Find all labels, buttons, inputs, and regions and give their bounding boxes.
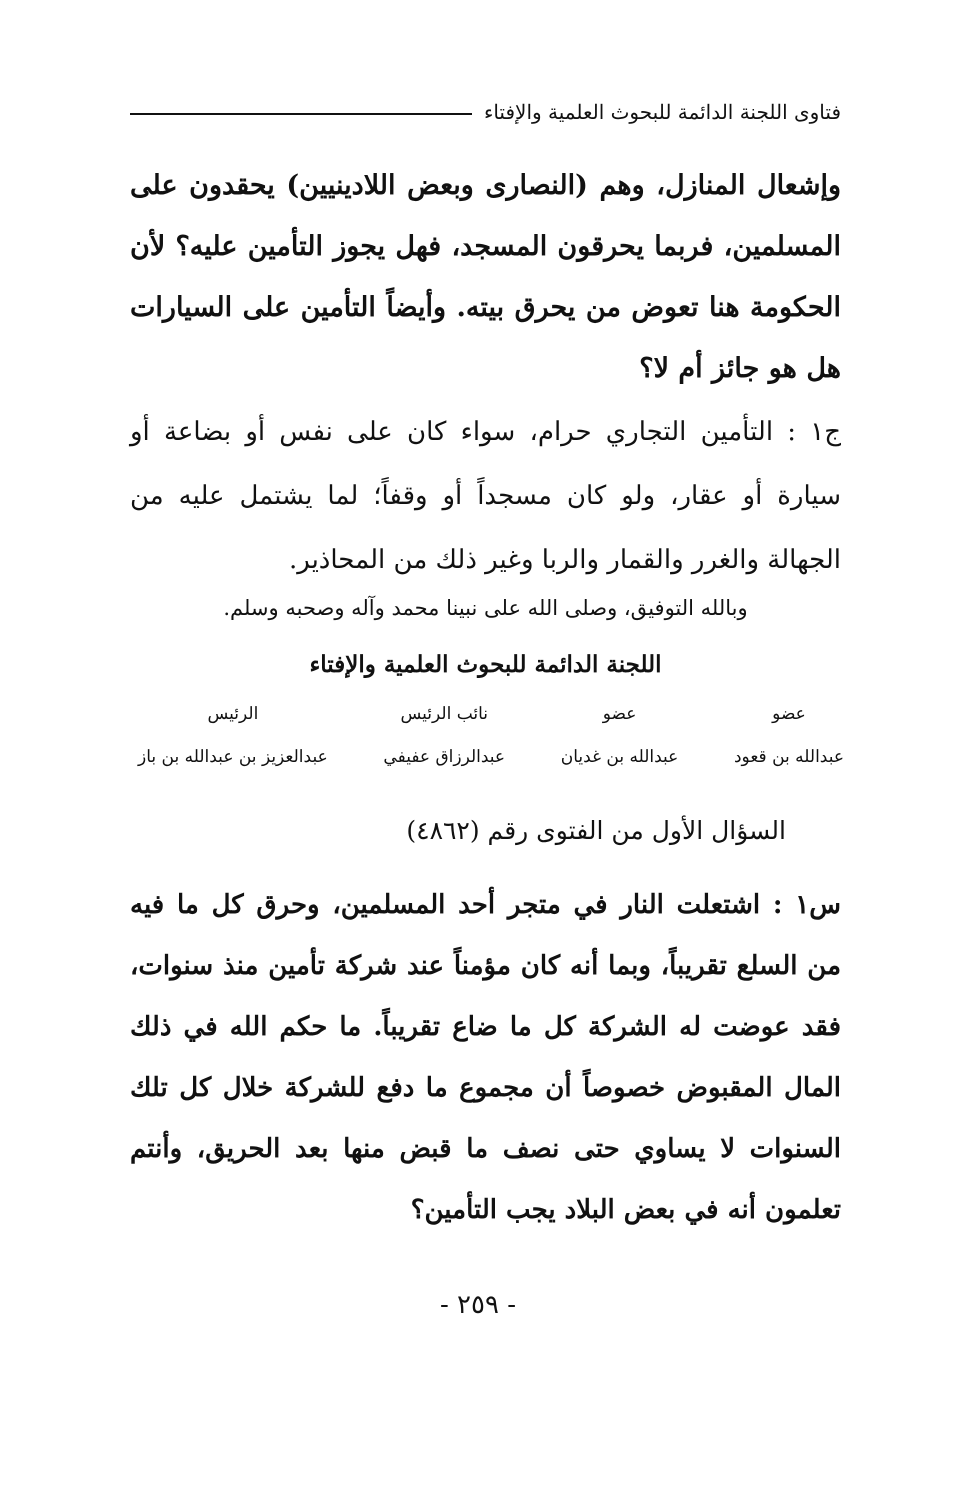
signature-role: الرئيس (207, 704, 259, 724)
signature-member-2 (561, 700, 679, 774)
question-1-continued: وإشعال المنازل، وهم (النصارى وبعض اللادينيين) يحقدون على المسلمين، فربما يحرقون المسجد، فهل يجوز التأمين عليه؟ لأن الحكومة هنا تعوض من يحرق بيته. وأيضاً التأمين على السيارات هل هو جائز أم لا؟ (130, 170, 841, 384)
signature-name: عبدالرزاق عفيفي (383, 747, 506, 767)
signature-role: نائب الرئيس (400, 704, 489, 724)
running-header (130, 92, 841, 132)
question-2: س١ : اشتعلت النار في متجر أحد المسلمين، وحرق كل ما فيه من السلع تقريباً، وبما أنه كان مؤمناً عند شركة تأمين منذ سنوات، فقد عوضت له الشركة كل ما ضاع تقريباً. ما حكم الله في ذلك المال المقبوض خصوصاً أن مجموع ما دفع للشركة خلال كل تلك السنوات لا يساوي حتى نصف ما قبض منها بعد الحريق، وأنتم تعلمون أنه في بعض البلاد يجب التأمين؟ (130, 890, 841, 1225)
header-rule (130, 113, 472, 115)
committee-signatures (138, 700, 844, 774)
fatwa-heading: السؤال الأول من الفتوى رقم (٤٨٦٢) (406, 816, 786, 845)
page-number: - ٢٥٩ - (439, 1290, 517, 1320)
running-header-title: فتاوى اللجنة الدائمة للبحوث العلمية والإفتاء (483, 100, 841, 124)
signature-vice-president (383, 700, 505, 774)
signature-member-1 (734, 700, 844, 774)
closing-line: وبالله التوفيق، وصلى الله على نبينا محمد وآله وصحبه وسلم. (223, 596, 748, 620)
signature-name: عبدالله بن قعود (733, 747, 844, 767)
signature-name: عبدالله بن غديان (560, 747, 679, 767)
signature-name: عبدالعزيز بن عبدالله بن باز (138, 747, 328, 767)
signature-president (138, 700, 328, 774)
answer-1: ج١ : التأمين التجاري حرام، سواء كان على نفس أو بضاعة أو سيارة أو عقار، ولو كان مسجداً أو وقفاً؛ لما يشتمل عليه من الجهالة والغرر والقمار والربا وغير ذلك من المحاذير. (130, 417, 841, 575)
committee-title: اللجنة الدائمة للبحوث العلمية والإفتاء (309, 651, 662, 678)
signature-role: عضو (772, 704, 806, 724)
signature-role: عضو (602, 704, 637, 724)
